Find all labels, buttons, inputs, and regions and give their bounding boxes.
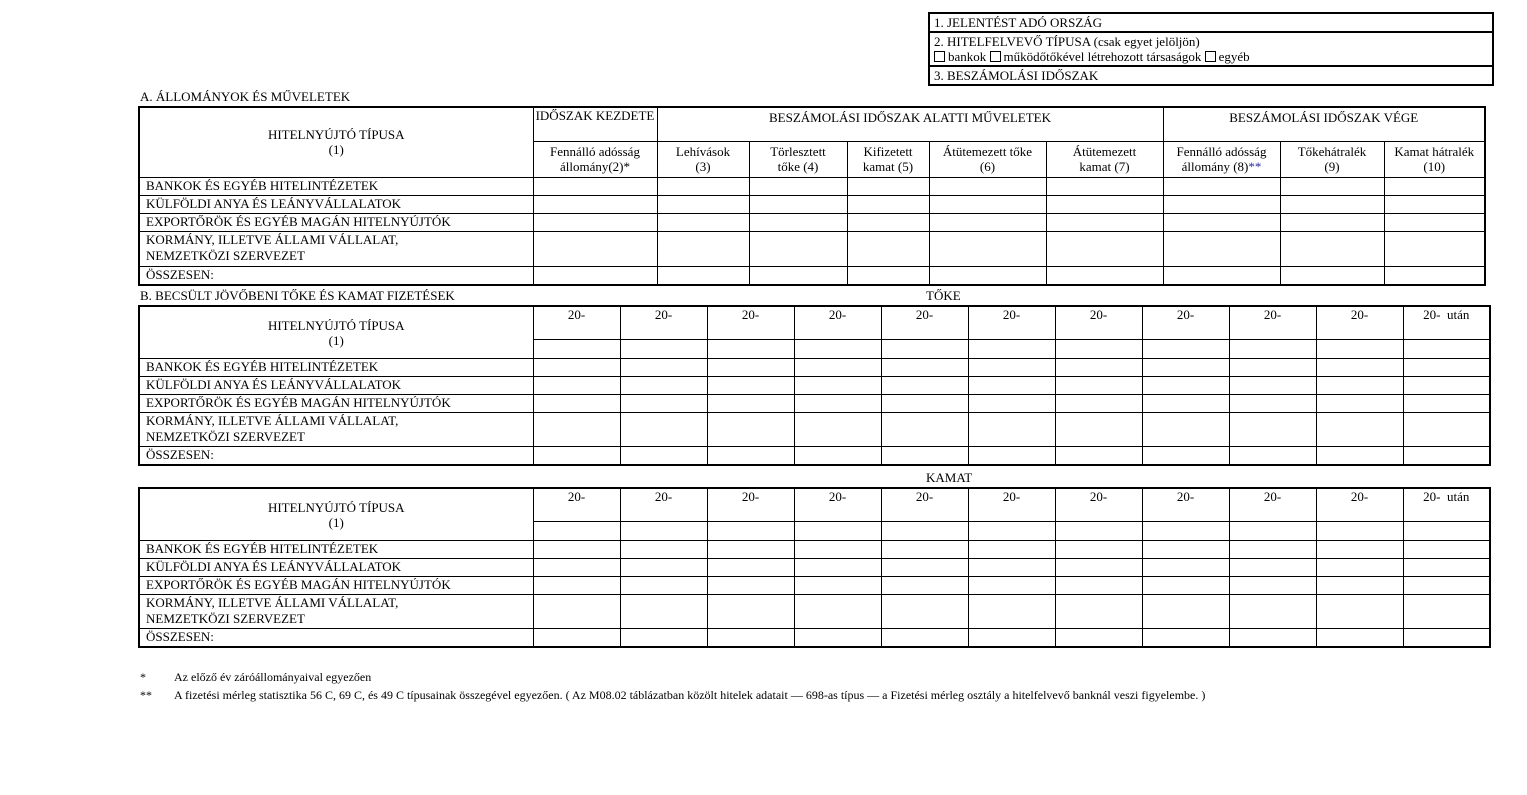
year-header: 20- [533, 306, 620, 340]
footnote-1 [140, 668, 371, 686]
row-label-banks: BANKOK ÉS EGYÉB HITELINTÉZETEK [139, 541, 533, 559]
borrower-type-field [930, 33, 1492, 67]
stocks-and-transactions-table [138, 106, 1486, 286]
year-header: 20- [620, 306, 707, 340]
lender-type-header: HITELNYÚJTÓ TÍPUSA (1) [139, 488, 533, 541]
year-header: 20- [881, 306, 968, 340]
row-label-government: KORMÁNY, ILLETVE ÁLLAMI VÁLLALAT, NEMZETKÖZI SZERVEZET [139, 231, 533, 266]
row-label-foreign-parents: KÜLFÖLDI ANYA ÉS LEÁNYVÁLLALATOK [139, 377, 533, 395]
table-row [139, 377, 1490, 395]
footnote-2-mark: ** [140, 688, 152, 702]
table-row [139, 359, 1490, 377]
year-header: 20- [533, 488, 620, 522]
year-header: 20- [968, 306, 1055, 340]
col-header-interest-paid: Kifizetett kamat (5) [847, 141, 929, 177]
year-header: 20- [881, 488, 968, 522]
table-row [139, 213, 1485, 231]
year-header: 20- [707, 306, 794, 340]
table-row-total [139, 447, 1490, 466]
table-row-total [139, 629, 1490, 648]
year-after-header: 20- után [1403, 306, 1490, 340]
table-row [139, 595, 1490, 629]
section-a-title: A. ÁLLOMÁNYOK ÉS MŰVELETEK [140, 89, 351, 104]
table-row [139, 177, 1485, 195]
year-header: 20- [794, 306, 881, 340]
col-header-principal-arrears: Tőkehátralék (9) [1280, 141, 1384, 177]
table-row [139, 577, 1490, 595]
table-row [139, 413, 1490, 447]
year-header: 20- [1229, 488, 1316, 522]
footnote-1-mark: * [140, 670, 146, 684]
year-header: 20- [968, 488, 1055, 522]
year-header: 20- [794, 488, 881, 522]
col-header-interest-arrears: Kamat hátralék (10) [1384, 141, 1485, 177]
row-label-exporters: EXPORTŐRÖK ÉS EGYÉB MAGÁN HITELNYÚJTÓK [139, 213, 533, 231]
year-header: 20- [620, 488, 707, 522]
row-label-exporters: EXPORTŐRÖK ÉS EGYÉB MAGÁN HITELNYÚJTÓK [139, 577, 533, 595]
col-header-rescheduled-principal: Átütemezett tőke (6) [929, 141, 1046, 177]
year-header: 20- [1142, 306, 1229, 340]
period-start-header: IDŐSZAK KEZDETE [533, 107, 657, 141]
reporting-period-field[interactable] [930, 67, 1492, 84]
footnote-1-text: Az előző év záróállományaival egyezően [174, 670, 372, 684]
col-header-outstanding-debt-start: Fennálló adósság állomány(2)* [533, 141, 657, 177]
checkbox-other[interactable] [1205, 51, 1216, 62]
year-after-header: 20- után [1403, 488, 1490, 522]
year-header: 20- [707, 488, 794, 522]
col-header-outstanding-debt-end: Fennálló adósság állomány (8)** [1163, 141, 1280, 177]
row-label-total: ÖSSZESEN: [139, 266, 533, 285]
principal-label: TŐKE [926, 288, 961, 303]
row-label-total: ÖSSZESEN: [139, 447, 533, 466]
borrower-type-label: 2. HITELFELVEVŐ TÍPUSA (csak egyet jelöljön) [934, 34, 1200, 49]
lender-type-header: HITELNYÚJTÓ TÍPUSA (1) [139, 306, 533, 359]
reporting-period-label: 3. BESZÁMOLÁSI IDŐSZAK [934, 68, 1099, 83]
table-row [139, 541, 1490, 559]
footnote-2 [140, 686, 1205, 704]
year-header: 20- [1316, 488, 1403, 522]
row-label-banks: BANKOK ÉS EGYÉB HITELINTÉZETEK [139, 177, 533, 195]
future-interest-table [138, 487, 1491, 648]
period-end-header: BESZÁMOLÁSI IDŐSZAK VÉGE [1163, 107, 1485, 141]
checkbox-banks[interactable] [934, 51, 945, 62]
table-row-total [139, 266, 1485, 285]
option-other-label: egyéb [1218, 49, 1250, 64]
table-row [139, 559, 1490, 577]
future-principal-table [138, 305, 1491, 466]
year-header: 20- [1229, 306, 1316, 340]
reporting-country-label: 1. JELENTÉST ADÓ ORSZÁG [934, 15, 1103, 30]
year-header: 20- [1055, 488, 1142, 522]
year-header: 20- [1055, 306, 1142, 340]
col-header-rescheduled-interest: Átütemezett kamat (7) [1046, 141, 1163, 177]
section-b-title: B. BECSÜLT JÖVŐBENI TŐKE ÉS KAMAT FIZETÉSEK [140, 288, 455, 303]
option-banks-label: bankok [948, 49, 987, 64]
year-header: 20- [1142, 488, 1229, 522]
option-fdi-companies-label: működőtőkével létrehozott társaságok [1003, 49, 1202, 64]
table-row [139, 395, 1490, 413]
lender-type-header: HITELNYÚJTÓ TÍPUSA (1) [139, 107, 533, 177]
checkbox-fdi-companies[interactable] [990, 51, 1001, 62]
row-label-government: KORMÁNY, ILLETVE ÁLLAMI VÁLLALAT, NEMZETKÖZI SZERVEZET [139, 413, 533, 447]
reporting-country-field[interactable] [930, 14, 1492, 33]
table-row [139, 195, 1485, 213]
footnote-2-text: A fizetési mérleg statisztika 56 C, 69 C, és 49 C típusainak összegével egyezően. ( Az M08.02 táblázatban közölt hitelek adatait — 698-as típus — a Fizetési mérleg osztály a hitelfelvevő banknál veszi figyelembe. ) [174, 688, 1206, 702]
col-header-principal-repaid: Törlesztett tőke (4) [749, 141, 847, 177]
reporting-header-box [928, 12, 1494, 86]
row-label-total: ÖSSZESEN: [139, 629, 533, 648]
row-label-banks: BANKOK ÉS EGYÉB HITELINTÉZETEK [139, 359, 533, 377]
col-header-drawings: Lehívások (3) [657, 141, 749, 177]
year-header: 20- [1316, 306, 1403, 340]
period-transactions-header: BESZÁMOLÁSI IDŐSZAK ALATTI MŰVELETEK [657, 107, 1163, 141]
row-label-foreign-parents: KÜLFÖLDI ANYA ÉS LEÁNYVÁLLALATOK [139, 559, 533, 577]
row-label-foreign-parents: KÜLFÖLDI ANYA ÉS LEÁNYVÁLLALATOK [139, 195, 533, 213]
row-label-government: KORMÁNY, ILLETVE ÁLLAMI VÁLLALAT, NEMZETKÖZI SZERVEZET [139, 595, 533, 629]
interest-label: KAMAT [926, 470, 973, 485]
row-label-exporters: EXPORTŐRÖK ÉS EGYÉB MAGÁN HITELNYÚJTÓK [139, 395, 533, 413]
table-row [139, 231, 1485, 266]
